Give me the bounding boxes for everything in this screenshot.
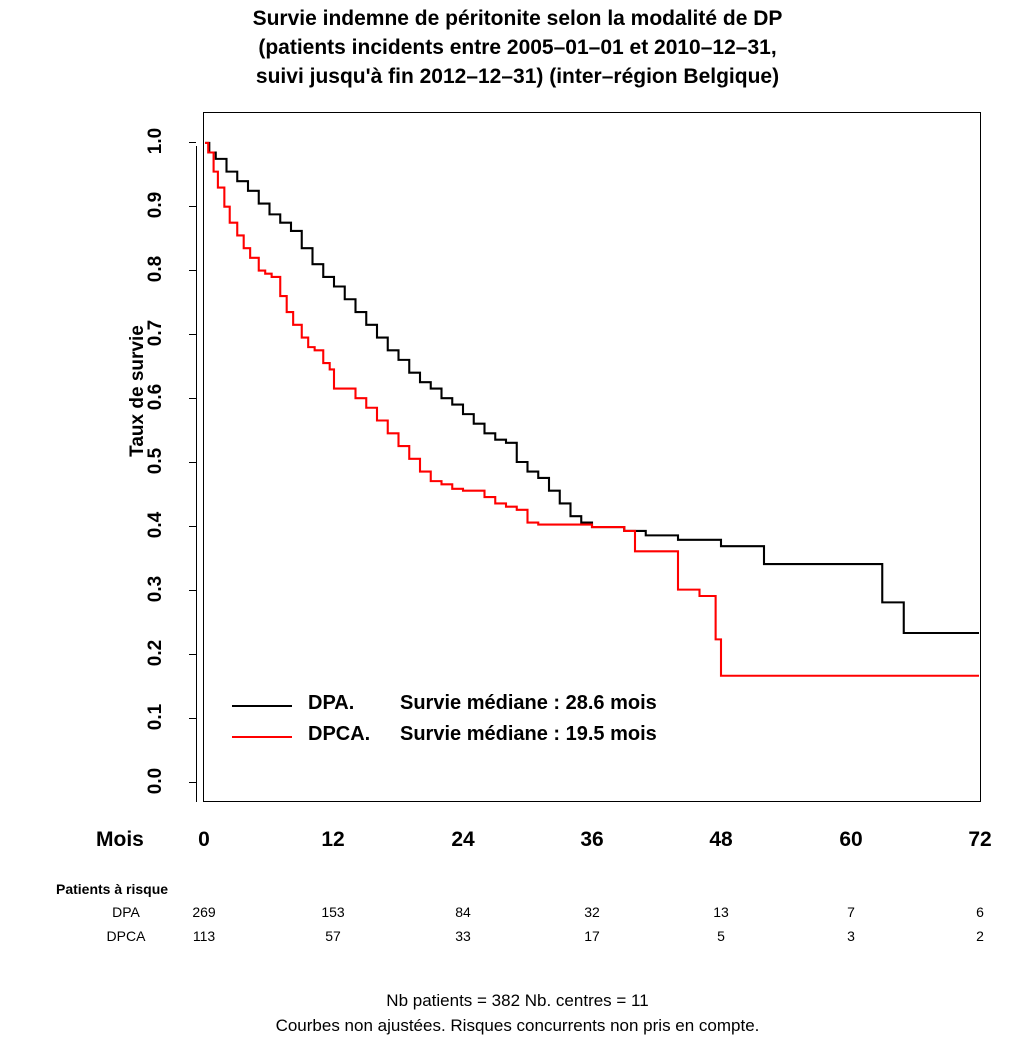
legend-median-dpa: Survie médiane : 28.6 mois: [400, 692, 657, 714]
risk-value-dpa-0: 269: [192, 904, 216, 920]
chart-footnote: [0, 988, 1035, 1038]
y-tick-label-0.9: 0.9: [145, 191, 166, 219]
risk-value-dpca-60: 3: [847, 928, 855, 944]
legend-swatch-dpa: [232, 705, 292, 707]
y-tick-label-0.3: 0.3: [145, 575, 166, 603]
x-tick-label-24: 24: [451, 828, 475, 851]
risk-value-dpca-72: 2: [976, 928, 984, 944]
x-axis-title: Mois: [96, 828, 144, 851]
risk-value-dpca-0: 113: [192, 928, 216, 944]
legend-swatch-dpca: [232, 736, 292, 738]
risk-value-dpa-36: 32: [584, 904, 600, 920]
y-tick-3: [189, 590, 196, 591]
y-tick-5: [189, 462, 196, 463]
y-tick-9: [189, 206, 196, 207]
y-tick-4: [189, 526, 196, 527]
y-tick-10: [189, 142, 196, 143]
legend-median-dpca: Survie médiane : 19.5 mois: [400, 723, 657, 745]
y-tick-8: [189, 270, 196, 271]
legend-label-dpa: DPA.: [308, 692, 355, 714]
risk-row-label-dpca: DPCA: [106, 928, 146, 944]
legend-label-dpca: DPCA.: [308, 723, 371, 745]
y-tick-label-0.2: 0.2: [145, 639, 166, 667]
title-line-3: suivi jusqu'à fin 2012–12–31) (inter–région Belgique): [255, 65, 780, 88]
risk-value-dpca-36: 17: [584, 928, 600, 944]
footnote-line-1: Nb patients = 382 Nb. centres = 11: [386, 991, 649, 1010]
risk-value-dpca-48: 5: [717, 928, 725, 944]
risk-value-dpca-24: 33: [455, 928, 471, 944]
x-tick-label-48: 48: [709, 828, 733, 851]
footnote-line-2: Courbes non ajustées. Risques concurrents non pris en compte.: [275, 1016, 760, 1035]
x-tick-label-36: 36: [580, 828, 604, 851]
y-tick-label-0.1: 0.1: [145, 703, 166, 731]
x-tick-label-72: 72: [968, 828, 992, 851]
risk-value-dpa-24: 84: [455, 904, 471, 920]
curve-dpa: [205, 143, 979, 633]
legend: [232, 690, 792, 752]
y-tick-7: [189, 334, 196, 335]
legend-entry-dpca: [232, 721, 792, 752]
y-tick-label-0.0: 0.0: [145, 767, 166, 795]
y-tick-6: [189, 398, 196, 399]
title-line-1: Survie indemne de péritonite selon la modalité de DP: [252, 7, 783, 30]
chart-title: [0, 4, 1035, 91]
y-tick-2: [189, 654, 196, 655]
curve-dpca: [205, 143, 979, 676]
risk-table-title: Patients à risque: [56, 881, 169, 897]
y-tick-label-0.5: 0.5: [145, 447, 166, 475]
legend-entry-dpa: [232, 690, 792, 721]
x-tick-label-12: 12: [321, 828, 345, 851]
y-tick-label-0.8: 0.8: [145, 255, 166, 283]
y-tick-label-0.4: 0.4: [145, 511, 166, 539]
x-axis-labels: [0, 828, 1035, 854]
risk-value-dpa-60: 7: [847, 904, 855, 920]
risk-value-dpa-12: 153: [321, 904, 345, 920]
risk-value-dpa-48: 13: [713, 904, 729, 920]
y-tick-label-0.6: 0.6: [145, 383, 166, 411]
x-tick-label-60: 60: [839, 828, 863, 851]
y-tick-0: [189, 782, 196, 783]
y-axis-title: Taux de survie: [126, 325, 148, 457]
y-tick-label-0.7: 0.7: [145, 319, 166, 347]
x-tick-label-0: 0: [198, 828, 210, 851]
title-line-2: (patients incidents entre 2005–01–01 et 2010–12–31,: [258, 36, 777, 59]
risk-row-label-dpa: DPA: [112, 904, 140, 920]
y-tick-1: [189, 718, 196, 719]
risk-value-dpca-12: 57: [325, 928, 341, 944]
y-tick-label-1.0: 1.0: [145, 127, 166, 155]
y-axis-line: [196, 146, 197, 802]
risk-value-dpa-72: 6: [976, 904, 984, 920]
